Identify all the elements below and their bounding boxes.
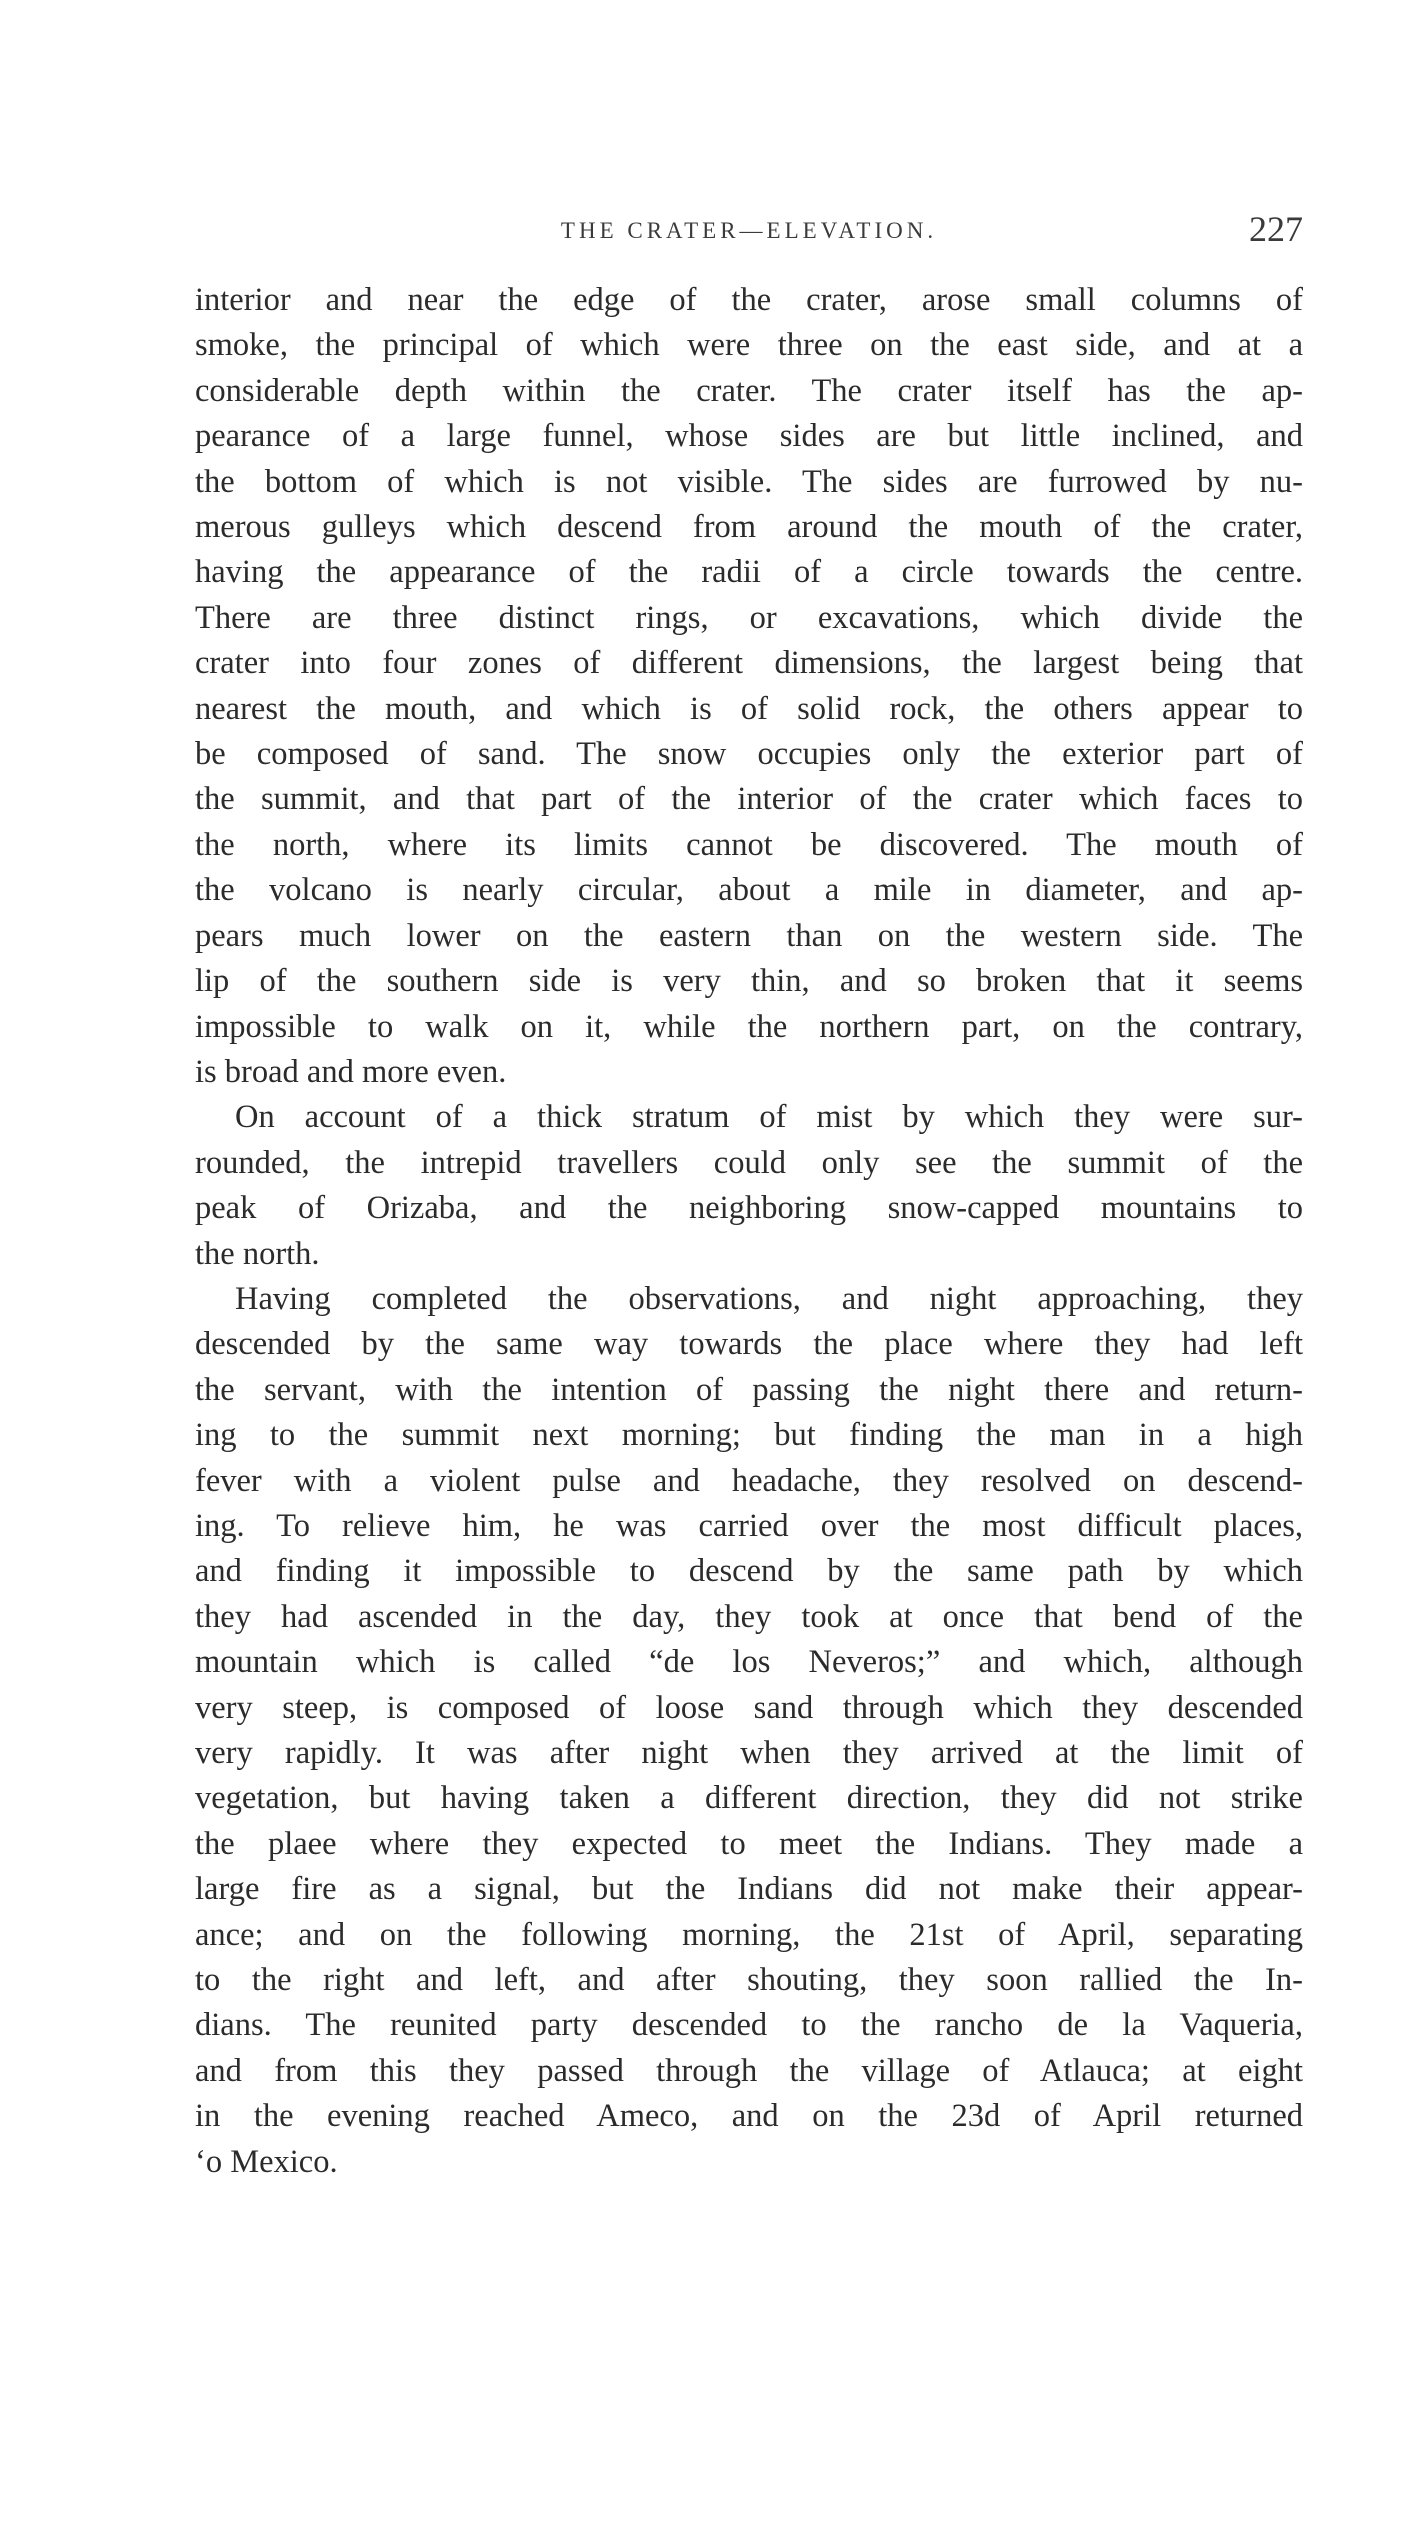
text-line: On account of a thick stratum of mist by which they were sur- xyxy=(235,1099,1303,1136)
text-line: lip of the southern side is very thin, and so broken that it seems xyxy=(195,963,1303,1000)
text-line: Having completed the observations, and night approaching, they xyxy=(235,1280,1303,1317)
running-head xyxy=(195,208,1303,252)
text-line: and from this they passed through the village of Atlauca; at eight xyxy=(195,2052,1303,2089)
text-line: large fire as a signal, but the Indians did not make their appear- xyxy=(195,1871,1303,1908)
text-line: very steep, is composed of loose sand through which they descended xyxy=(195,1689,1303,1726)
text-line: pearance of a large funnel, whose sides are but little inclined, and xyxy=(195,418,1303,455)
paragraph xyxy=(195,1095,1303,1277)
text-line: ‘o Mexico. xyxy=(195,2143,338,2180)
text-line: dians. The reunited party descended to the rancho de la Vaqueria, xyxy=(195,2007,1303,2044)
text-line: fever with a violent pulse and headache, they resolved on descend- xyxy=(195,1462,1303,1499)
paragraph xyxy=(195,1277,1303,2185)
text-line: is broad and more even. xyxy=(195,1053,507,1090)
text-line: ing. To relieve him, he was carried over the most difficult places, xyxy=(195,1507,1303,1544)
text-line: very rapidly. It was after night when they arrived at the limit of xyxy=(195,1735,1303,1771)
text-line: nearest the mouth, and which is of solid rock, the others appear to xyxy=(195,690,1303,727)
text-line: ance; and on the following morning, the 21st of April, separating xyxy=(195,1916,1303,1953)
text-line: and finding it impossible to descend by the same path by which xyxy=(195,1553,1303,1590)
text-line: the servant, with the intention of passing the night there and return- xyxy=(195,1371,1303,1408)
text-line: the plaee where they expected to meet the Indians. They made a xyxy=(195,1825,1303,1862)
text-line: peak of Orizaba, and the neighboring snow-capped mountains to xyxy=(195,1190,1303,1227)
running-title: THE CRATER—ELEVATION. xyxy=(560,218,938,243)
text-line: in the evening reached Ameco, and on the 23d of April returned xyxy=(195,2098,1303,2135)
body-text xyxy=(195,278,1303,2185)
text-line: the north. xyxy=(195,1235,320,1272)
text-line: rounded, the intrepid travellers could only see the summit of the xyxy=(195,1144,1303,1181)
text-line: the volcano is nearly circular, about a mile in diameter, and ap- xyxy=(195,872,1303,909)
text-line: ing to the summit next morning; but finding the man in a high xyxy=(195,1417,1303,1454)
text-line: interior and near the edge of the crater, arose small columns of xyxy=(195,282,1303,318)
text-line: merous gulleys which descend from around the mouth of the crater, xyxy=(195,509,1303,546)
text-line: they had ascended in the day, they took at once that bend of the xyxy=(195,1598,1303,1635)
text-line: be composed of sand. The snow occupies only the exterior part of xyxy=(195,736,1303,773)
page-number: 227 xyxy=(1249,209,1303,249)
text-line: to the right and left, and after shouting, they soon rallied the In- xyxy=(195,1962,1303,1999)
text-line: descended by the same way towards the place where they had left xyxy=(195,1326,1303,1363)
text-line: mountain which is called “de los Neveros;” and which, although xyxy=(195,1644,1303,1681)
text-line: pears much lower on the eastern than on the western side. The xyxy=(195,917,1303,954)
text-line: smoke, the principal of which were three on the east side, and at a xyxy=(195,327,1303,364)
text-line: impossible to walk on it, while the northern part, on the contrary, xyxy=(195,1008,1303,1045)
text-line: the bottom of which is not visible. The sides are furrowed by nu- xyxy=(195,463,1303,500)
text-line: crater into four zones of different dimensions, the largest being that xyxy=(195,645,1303,682)
text-line: the north, where its limits cannot be discovered. The mouth of xyxy=(195,826,1303,863)
text-line: considerable depth within the crater. The crater itself has the ap- xyxy=(195,372,1303,409)
text-line: vegetation, but having taken a different direction, they did not strike xyxy=(195,1780,1303,1817)
text-line: the summit, and that part of the interior of the crater which faces to xyxy=(195,781,1303,818)
text-line: having the appearance of the radii of a circle towards the centre. xyxy=(195,554,1303,591)
text-line: There are three distinct rings, or excavations, which divide the xyxy=(195,599,1303,636)
paragraph xyxy=(195,278,1303,1095)
